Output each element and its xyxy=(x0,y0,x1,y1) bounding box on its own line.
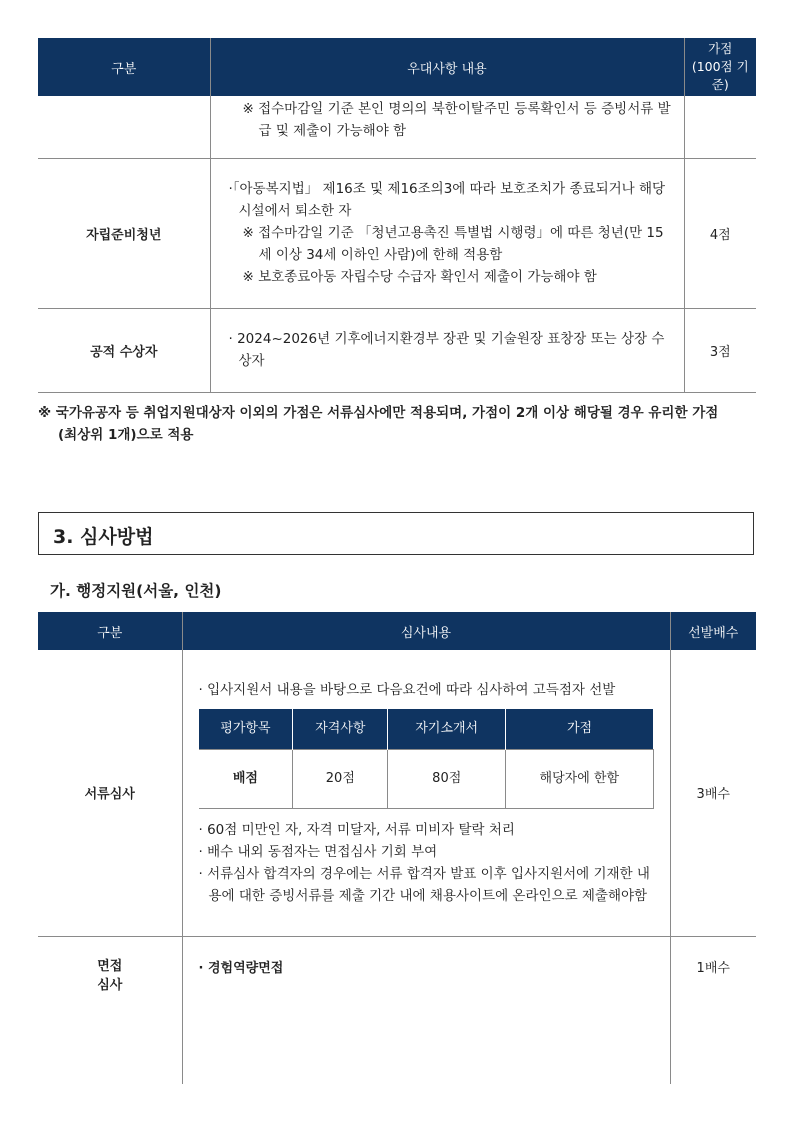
category-cell: 공적 수상자 xyxy=(38,308,210,392)
preferential-points-table xyxy=(38,38,756,393)
inner-cell: 배점 xyxy=(199,749,293,808)
header-points xyxy=(684,38,756,96)
section-heading-box xyxy=(38,512,754,555)
header-multiple: 선발배수 xyxy=(670,612,756,650)
category-line: 면접 xyxy=(97,958,123,974)
multiple-cell: 1배수 xyxy=(670,936,756,1084)
category-cell-empty xyxy=(38,96,210,158)
bullet-text: · 서류심사 합격자의 경우에는 서류 합격자 발표 이후 입사지원서에 기재한 내용에 대한 증빙서류를 제출 기간 내에 채용사이트에 온라인으로 제출해야함 xyxy=(198,865,650,904)
content-cell: · 경험역량면접 xyxy=(182,936,670,1084)
table-row xyxy=(38,650,756,936)
inner-header: 가점 xyxy=(506,709,653,750)
table-row xyxy=(38,96,756,158)
header-points-line1: 가점 xyxy=(708,41,733,56)
subsection-title: 가. 행정지원(서울, 인천) xyxy=(50,582,222,600)
screening-method-table xyxy=(38,612,756,1084)
points-cell-empty xyxy=(684,96,756,158)
points-cell: 3점 xyxy=(684,308,756,392)
header-category: 구분 xyxy=(38,38,210,96)
header-category: 구분 xyxy=(38,612,182,650)
inner-header: 자격사항 xyxy=(293,709,388,750)
category-cell: 자립준비청년 xyxy=(38,158,210,308)
intro-text: · 입사지원서 내용을 바탕으로 다음요건에 따라 심사하여 고득점자 선발 xyxy=(198,681,616,698)
table-row xyxy=(38,936,756,1084)
section-title: 3. 심사방법 xyxy=(53,526,154,548)
content-cell xyxy=(210,158,684,308)
category-cell xyxy=(38,936,182,1084)
inner-header: 자기소개서 xyxy=(388,709,506,750)
content-cell xyxy=(182,650,670,936)
content-cell xyxy=(210,308,684,392)
inner-header: 평가항목 xyxy=(199,709,293,750)
bullet-text: · 2024~2026년 기후에너지환경부 장관 및 기술원장 표창장 또는 상장 수상자 xyxy=(228,331,665,369)
header-points-line2: (100점 기준) xyxy=(691,59,749,92)
header-content: 우대사항 내용 xyxy=(210,38,684,96)
multiple-cell: 3배수 xyxy=(670,650,756,936)
note-text: ※ 접수마감일 기준 본인 명의의 북한이탈주민 등록확인서 등 증빙서류 발급 및 제출이 가능해야 함 xyxy=(242,101,671,139)
bullet-text: · 배수 내외 동점자는 면접심사 기회 부여 xyxy=(198,843,438,860)
note-text: ※ 보호종료아동 자립수당 수급자 확인서 제출이 가능해야 함 xyxy=(242,269,597,285)
header-content: 심사내용 xyxy=(182,612,670,650)
content-cell xyxy=(210,96,684,158)
note-text: ※ 접수마감일 기준 「청년고용촉진 특별법 시행령」에 따른 청년(만 15세 이상 34세 이하인 사람)에 한해 적용함 xyxy=(242,225,664,263)
bullet-text: · 60점 미만인 자, 자격 미달자, 서류 미비자 탈락 처리 xyxy=(198,821,515,838)
points-cell: 4점 xyxy=(684,158,756,308)
inner-cell: 80점 xyxy=(388,749,506,808)
table-row xyxy=(38,308,756,392)
table-row xyxy=(38,158,756,308)
scoring-table xyxy=(199,709,654,809)
bullet-text: ·「아동복지법」 제16조 및 제16조의3에 따라 보호조치가 종료되거나 해당 시설에서 퇴소한 자 xyxy=(228,181,666,219)
note-line-1: ※ 국가유공자 등 취업지원대상자 이외의 가점은 서류심사에만 적용되며, 가점이 2개 이상 해당될 경우 유리한 가점 xyxy=(38,405,719,421)
category-line: 심사 xyxy=(97,977,123,993)
category-cell: 서류심사 xyxy=(38,650,182,936)
bonus-points-note xyxy=(38,402,758,446)
inner-cell: 해당자에 한함 xyxy=(506,749,653,808)
note-line-2: (최상위 1개)으로 적용 xyxy=(58,427,194,443)
inner-cell: 20점 xyxy=(293,749,388,808)
